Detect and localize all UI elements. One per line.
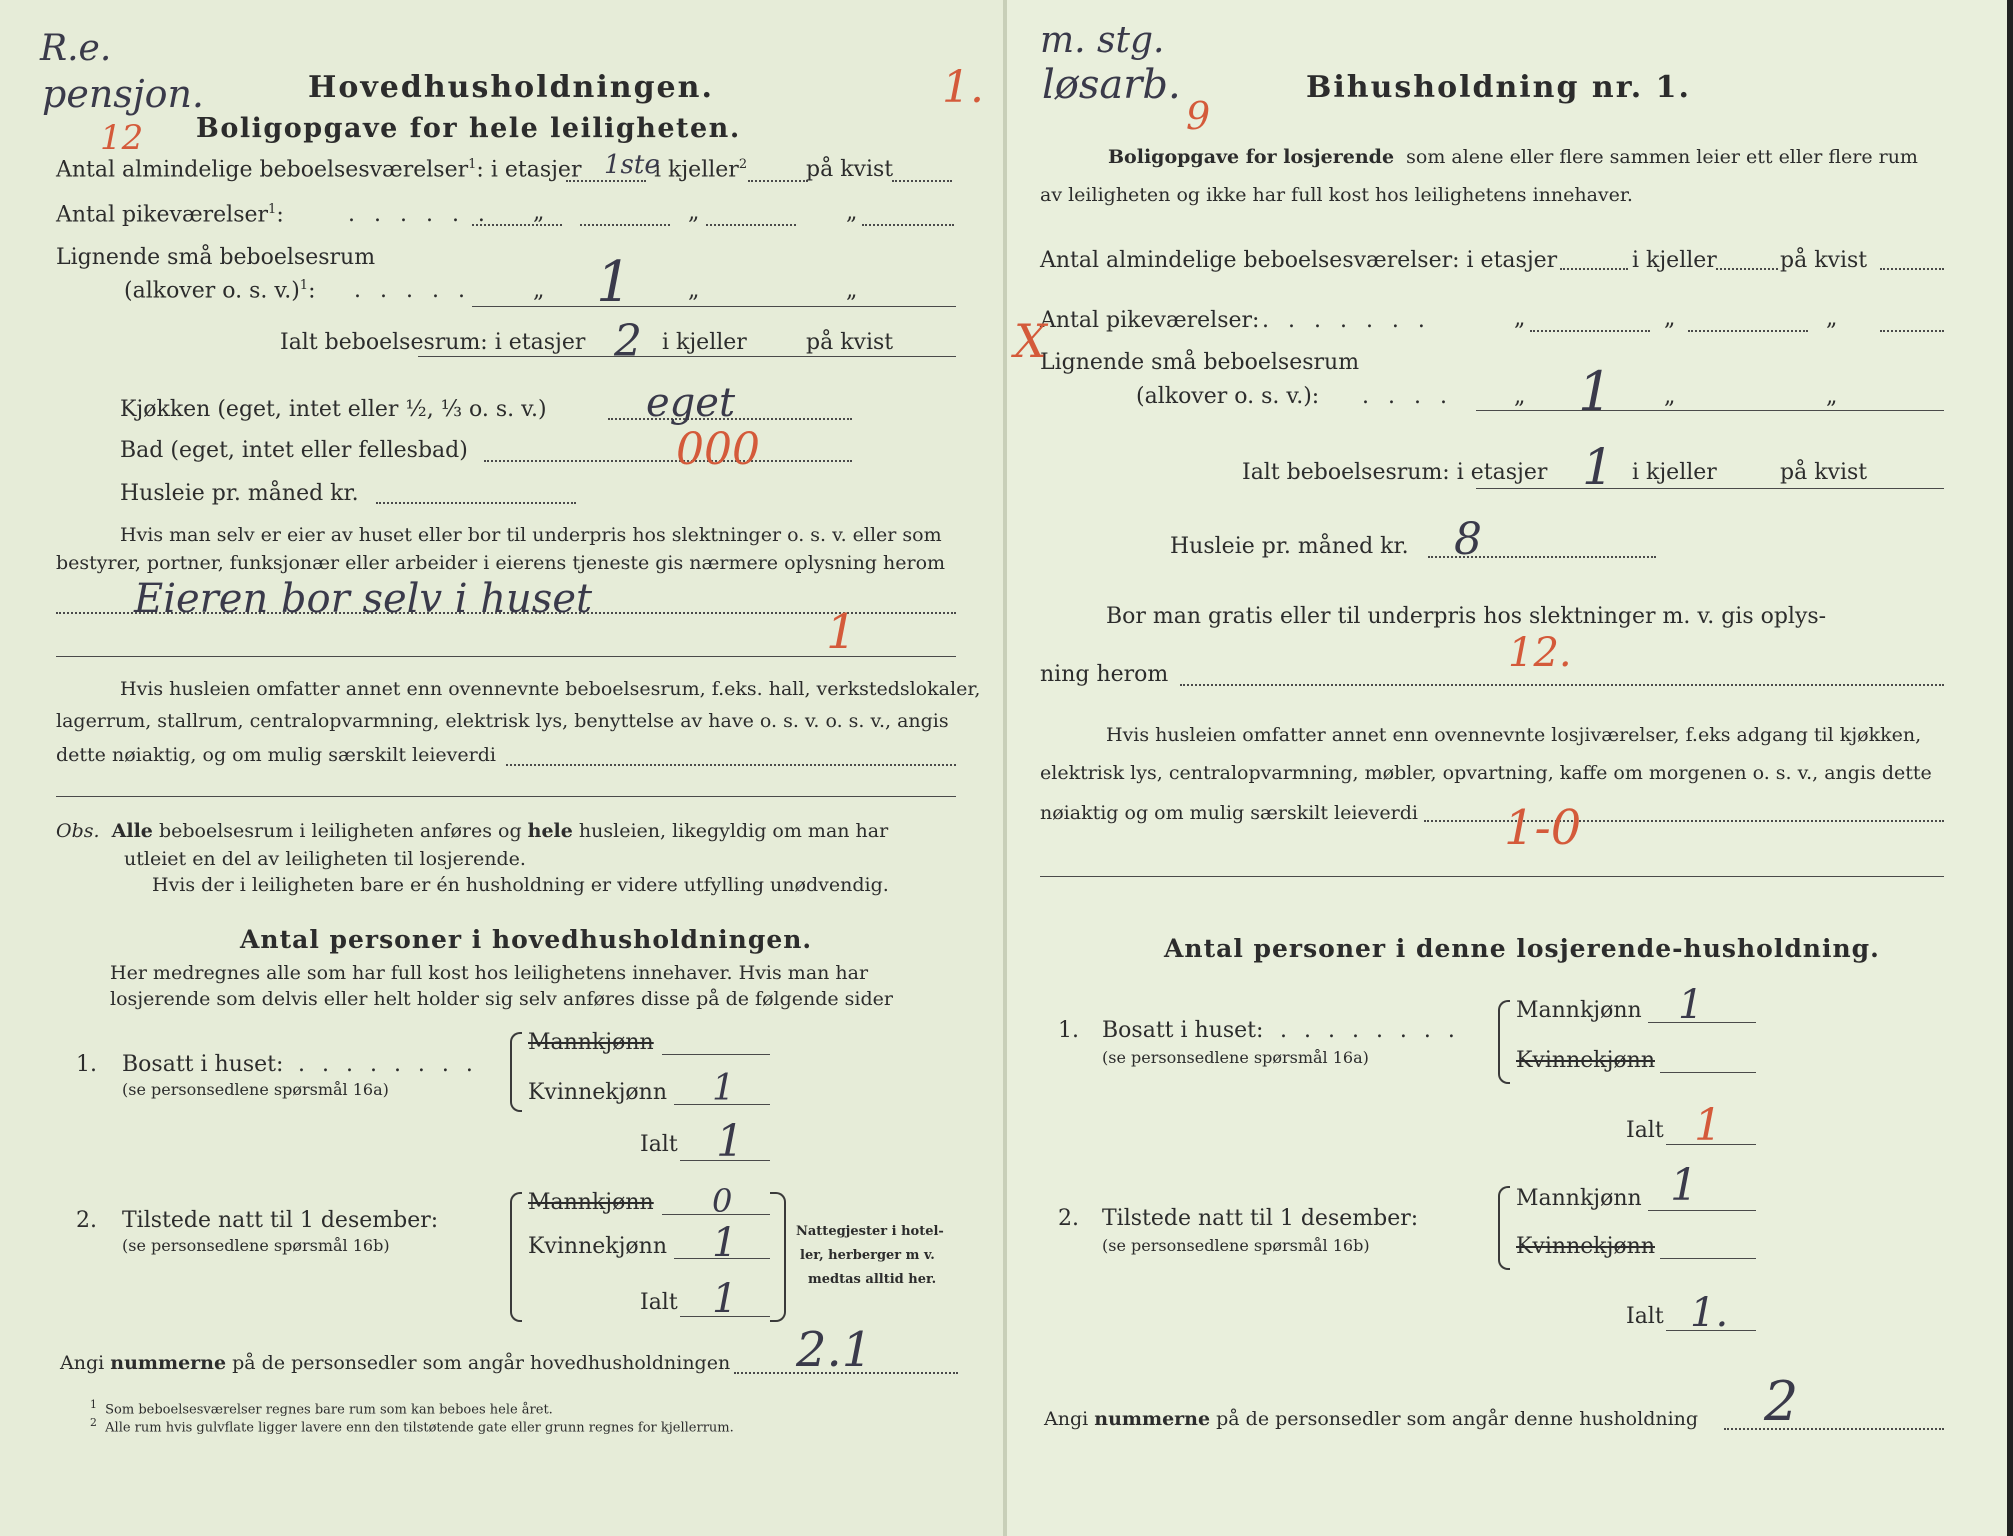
left-obs-line-2: utleiet en del av leiligheten til losjerende. <box>124 848 526 870</box>
left-includes-3: dette nøiaktig, og om mulig særskilt leieverdi <box>56 744 496 766</box>
right-pike-dots: . . . . . . . <box>1262 308 1431 333</box>
right-total-label: Ialt beboelsesrum: i etasjer <box>1242 460 1548 485</box>
right-includes-3: nøiaktig og om mulig særskilt leieverdi <box>1040 802 1418 824</box>
left-numbers-label: Angi nummerne på de personsedler som angår hovedhusholdningen <box>60 1352 731 1374</box>
left-small-dots: . . . . . <box>354 278 471 303</box>
right-free-2: ning herom <box>1040 662 1169 687</box>
right-persons-title: Antal personer i denne losjerende-husholdning. <box>1164 934 1880 963</box>
left-pike-field-4 <box>862 224 954 226</box>
left-pike-dots: . . . . . . <box>348 202 491 227</box>
left-includes-1: Hvis husleien omfatter annet enn ovennevnte beboelsesrum, f.eks. hall, verkstedslokaler, <box>120 678 981 700</box>
right-small-ditto-3: „ <box>1826 384 1838 409</box>
right-q2-total-label: Ialt <box>1626 1304 1664 1329</box>
right-small-field <box>1476 410 1944 411</box>
hw-left-red-1: 1. <box>942 62 984 113</box>
right-small-ditto-1: „ <box>1514 384 1526 409</box>
right-pike-ditto-1: „ <box>1514 306 1526 331</box>
right-q2-number: 2. <box>1058 1206 1079 1231</box>
left-includes-2: lagerrum, stallrum, centralopvarmning, elektrisk lys, benyttelse av have o. s. v. o. s. v., angis <box>56 710 949 732</box>
hw-right-corner-2: løsarb. <box>1042 62 1181 108</box>
left-pike-field-3 <box>706 224 796 226</box>
left-q2-brace <box>510 1192 522 1322</box>
left-night-note-3: medtas alltid her. <box>808 1272 937 1287</box>
right-pike-ditto-3: „ <box>1826 306 1838 331</box>
left-q1-dots: . . . . . . . . <box>298 1052 478 1077</box>
hw-right-q1-total: 1 <box>1694 1100 1722 1151</box>
right-q2-male-field <box>1648 1210 1756 1211</box>
right-q2-female-label: Kvinnekjønn <box>1516 1234 1655 1259</box>
left-ordinary-kvist-label: på kvist <box>806 157 894 182</box>
left-persons-note-2: losjerende som delvis eller helt holder sig selv anføres disse på de følgende sider <box>110 988 893 1010</box>
scan-edge <box>2007 0 2013 1536</box>
hw-left-corner-num: 12 <box>100 118 144 158</box>
hw-right-red-x: X <box>1014 314 1047 368</box>
left-ordinary-kjeller-label: i kjeller$^2$ <box>654 157 748 183</box>
hw-left-q2-total: 1 <box>712 1276 738 1322</box>
left-q1-male-field <box>662 1054 770 1055</box>
left-pike-ditto-1: „ <box>533 200 545 225</box>
left-owner-note-1: Hvis man selv er eier av huset eller bor til underpris hos slektninger o. s. v. eller som <box>120 524 942 546</box>
right-pike-ditto-2: „ <box>1664 306 1676 331</box>
right-q1-total-label: Ialt <box>1626 1118 1664 1143</box>
right-q2-male-label: Mannkjønn <box>1516 1186 1642 1211</box>
hw-right-small: 1 <box>1578 360 1613 423</box>
hw-left-numbers: 2.1 <box>796 1322 873 1378</box>
left-subtitle: Boligopgave for hele leiligheten. <box>196 113 741 144</box>
hw-right-corner-1: m. stg. <box>1040 20 1165 61</box>
left-pike-ditto-2: „ <box>688 200 700 225</box>
hw-left-corner-2: pensjon. <box>42 72 205 116</box>
left-pike-field-2 <box>580 224 670 226</box>
hw-left-small: 1 <box>596 250 632 315</box>
right-includes-field-2 <box>1040 876 1944 877</box>
left-q2-female-label: Kvinnekjønn <box>528 1234 667 1259</box>
left-night-note-2: ler, herberger m v. <box>800 1248 935 1263</box>
hw-left-bath: 000 <box>676 424 760 475</box>
hw-left-q1-female: 1 <box>712 1068 735 1109</box>
page-fold <box>1003 0 1007 1536</box>
right-small-ditto-2: „ <box>1664 384 1676 409</box>
right-ordinary-kjeller-label: i kjeller <box>1632 248 1717 273</box>
left-persons-title: Antal personer i hovedhusholdningen. <box>240 925 813 954</box>
right-q1-male-label: Mannkjønn <box>1516 998 1642 1023</box>
left-small-label-2: (alkover o. s. v.)$^1$: <box>124 278 316 304</box>
right-ordinary-kvist-field <box>1880 268 1944 270</box>
left-small-field <box>472 306 956 307</box>
left-q1-male-label: Mannkjønn <box>528 1030 654 1055</box>
left-footnote-2: $^2$ Alle rum hvis gulvflate ligger lavere enn den tilstøtende gate eller grunn regnes for kjellerrum. <box>90 1416 734 1436</box>
left-q1-total-label: Ialt <box>640 1132 678 1157</box>
right-small-label-1: Lignende små beboelsesrum <box>1040 350 1360 375</box>
hw-left-q2-female: 1 <box>712 1220 738 1266</box>
right-q1-label: Bosatt i huset: <box>1102 1018 1264 1043</box>
left-q2-male-label: Mannkjønn <box>528 1190 654 1215</box>
right-small-label-2: (alkover o. s. v.): <box>1136 384 1320 409</box>
hw-right-rent: 8 <box>1454 514 1482 565</box>
left-pike-label: Antal pikeværelser$^1$: <box>56 202 284 228</box>
left-owner-field-2 <box>56 656 956 657</box>
hw-left-red-owner: 1 <box>826 604 857 660</box>
left-q2-label: Tilstede natt til 1 desember: <box>122 1208 439 1233</box>
left-obs-line-3: Hvis der i leiligheten bare er én husholdning er videre utfylling unødvendig. <box>152 874 889 896</box>
left-owner-note-2: bestyrer, portner, funksjonær eller arbeider i eierens tjeneste gis nærmere oplysning herom <box>56 552 946 574</box>
left-ordinary-kjeller-field <box>748 180 808 182</box>
left-rent-label: Husleie pr. måned kr. <box>120 481 359 506</box>
right-ordinary-label: Antal almindelige beboelsesværelser: i etasjer <box>1040 248 1558 273</box>
left-includes-field-1 <box>506 764 956 766</box>
hw-right-red-12: 12. <box>1508 630 1572 676</box>
left-title: Hovedhusholdningen. <box>308 70 714 105</box>
left-small-label-1: Lignende små beboelsesrum <box>56 245 376 270</box>
right-pike-field-2 <box>1688 330 1808 332</box>
right-q2-label: Tilstede natt til 1 desember: <box>1102 1206 1419 1231</box>
right-total-kjeller-label: i kjeller <box>1632 460 1717 485</box>
right-includes-1: Hvis husleien omfatter annet enn ovennevnte losjiværelser, f.eks adgang til kjøkken, <box>1106 724 1922 746</box>
right-numbers-field <box>1724 1428 1944 1430</box>
left-ordinary-label: Antal almindelige beboelsesværelser$^1$: i etasjer <box>56 157 582 183</box>
right-ordinary-kvist-label: på kvist <box>1780 248 1868 273</box>
right-total-kvist-label: på kvist <box>1780 460 1868 485</box>
right-pike-field-1 <box>1530 330 1650 332</box>
left-small-ditto-2: „ <box>688 278 700 303</box>
left-q2-brace-right <box>770 1192 786 1322</box>
hw-right-q1-male: 1 <box>1678 982 1704 1028</box>
hw-right-q2-male: 1 <box>1670 1160 1698 1211</box>
right-free-field <box>1180 684 1944 686</box>
left-q2-sub: (se personsedlene spørsmål 16b) <box>122 1236 390 1255</box>
hw-left-owner: Eieren bor selv i huset <box>134 576 593 622</box>
hw-left-etasjer: 1ste <box>604 150 660 180</box>
right-pike-field-3 <box>1880 330 1944 332</box>
right-ordinary-kjeller-field <box>1716 268 1778 270</box>
hw-left-corner-1: R.e. <box>40 28 112 69</box>
left-obs-line-1: Obs. Alle beboelsesrum i leiligheten anføres og hele husleien, likegyldig om man har <box>56 820 889 842</box>
right-q2-female-field <box>1660 1258 1756 1259</box>
right-q2-brace <box>1498 1186 1510 1270</box>
right-q1-number: 1. <box>1058 1018 1079 1043</box>
left-footnote-1: $^1$ Som beboelsesværelser regnes bare rum som kan beboes hele året. <box>90 1398 553 1418</box>
left-pike-ditto-3: „ <box>846 200 858 225</box>
left-q2-total-label: Ialt <box>640 1290 678 1315</box>
right-ordinary-etasjer-field <box>1560 268 1628 270</box>
hw-right-red-9: 9 <box>1186 94 1211 138</box>
right-includes-2: elektrisk lys, centralopvarmning, møbler, opvartning, kaffe om morgenen o. s. v., angis dette <box>1040 762 1932 784</box>
right-title: Bihusholdning nr. 1. <box>1306 70 1691 105</box>
hw-left-total-etasjer: 2 <box>614 316 642 367</box>
left-q1-number: 1. <box>76 1052 97 1077</box>
right-intro-1: Boligopgave for losjerende som alene eller flere sammen leier ett eller flere rum <box>1108 146 1918 168</box>
left-q1-sub: (se personsedlene spørsmål 16a) <box>122 1080 389 1099</box>
left-total-kvist-label: på kvist <box>806 330 894 355</box>
left-small-ditto-3: „ <box>846 278 858 303</box>
left-kitchen-label: Kjøkken (eget, intet eller ½, ⅓ o. s. v.) <box>120 397 547 422</box>
right-rent-label: Husleie pr. måned kr. <box>1170 534 1409 559</box>
right-intro-2: av leiligheten og ikke har full kost hos leilighetens innehaver. <box>1040 184 1633 206</box>
left-bath-field <box>484 460 852 462</box>
left-page <box>0 0 1005 1536</box>
right-pike-label: Antal pikeværelser: <box>1040 308 1260 333</box>
left-total-kjeller-label: i kjeller <box>662 330 747 355</box>
right-q1-female-label: Kvinnekjønn <box>1516 1048 1655 1073</box>
left-q1-label: Bosatt i huset: <box>122 1052 284 1077</box>
left-ordinary-kvist-field <box>892 180 952 182</box>
hw-left-q1-total: 1 <box>716 1116 744 1167</box>
hw-left-kitchen: eget <box>646 380 736 426</box>
left-q1-female-label: Kvinnekjønn <box>528 1080 667 1105</box>
left-includes-field-2 <box>56 796 956 797</box>
hw-right-red-10: 1-0 <box>1504 800 1582 856</box>
left-rent-field <box>376 502 576 504</box>
right-q1-sub: (se personsedlene spørsmål 16a) <box>1102 1048 1369 1067</box>
hw-left-q2-male: 0 <box>712 1182 733 1220</box>
right-free-1: Bor man gratis eller til underpris hos slektninger m. v. gis oplys- <box>1106 604 1827 629</box>
hw-right-numbers: 2 <box>1764 1370 1799 1433</box>
left-bath-label: Bad (eget, intet eller fellesbad) <box>120 438 468 463</box>
right-total-field <box>1476 488 1944 489</box>
left-night-note-1: Nattegjester i hotel- <box>796 1224 944 1239</box>
left-persons-note-1: Her medregnes alle som har full kost hos leilighetens innehaver. Hvis man har <box>110 962 869 984</box>
right-q2-sub: (se personsedlene spørsmål 16b) <box>1102 1236 1370 1255</box>
left-small-ditto-1: „ <box>533 278 545 303</box>
hw-right-q2-total: 1. <box>1690 1290 1729 1336</box>
right-q1-dots: . . . . . . . . <box>1280 1018 1460 1043</box>
right-q1-brace <box>1498 1000 1510 1084</box>
hw-right-total-etasjer: 1 <box>1582 438 1614 496</box>
right-includes-field-1 <box>1424 820 1944 822</box>
left-q2-number: 2. <box>76 1208 97 1233</box>
right-numbers-label: Angi nummerne på de personsedler som angår denne husholdning <box>1044 1408 1699 1430</box>
right-small-dots: . . . . <box>1362 384 1453 409</box>
right-q1-female-field <box>1660 1072 1756 1073</box>
left-ordinary-etasjer-field <box>566 180 646 182</box>
left-pike-field-1 <box>472 224 562 226</box>
left-total-field <box>418 356 956 357</box>
left-total-label: Ialt beboelsesrum: i etasjer <box>280 330 586 355</box>
left-q1-brace <box>510 1032 522 1112</box>
